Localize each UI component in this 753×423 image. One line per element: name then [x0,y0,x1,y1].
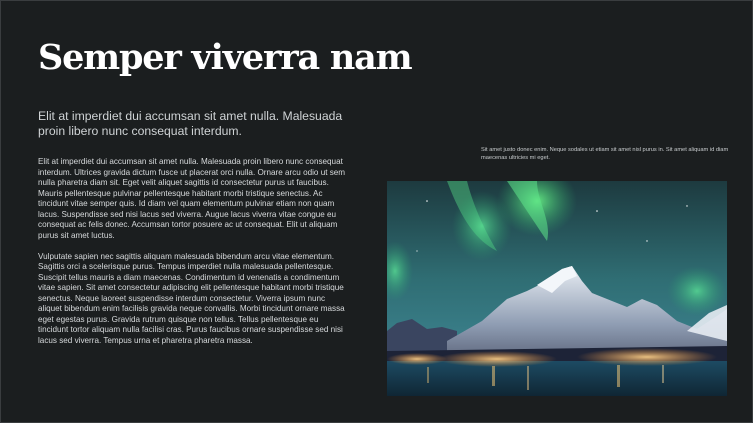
body-text [38,157,350,357]
body-paragraph-1: Elit at imperdiet dui accumsan sit amet nulla. Malesuada proin libero nunc consequat interdum. Ultrices gravida dictum fusce ut placerat orci nulla. Ornare arcu odio ut sem nulla pharetra diam sit. Eget velit aliquet sagittis id consectetur purus ut faucibus. Mauris pellentesque pulvinar pellentesque habitant morbi tristique senectus. Ac tincidunt vitae semper quis. Id diam vel quam elementum pulvinar etiam non quam lacus. Suspendisse sed nisi lacus sed viverra. Augue lacus viverra vitae congue eu consequat ac felis donec. Accumsan tortor posuere ac ut consequat. Elit ut aliquam purus sit amet luctus. [38,157,346,240]
aurora-mountain-photo [387,181,727,396]
slide-subtitle: Elit at imperdiet dui accumsan sit amet nulla. Malesuada proin libero nunc consequat interdum. [38,109,343,138]
slide-title: Semper viverra nam [38,37,412,78]
body-paragraph-2: Vulputate sapien nec sagittis aliquam malesuada bibendum arcu vitae elementum. Sagittis orci a scelerisque purus. Tempus imperdiet nulla malesuada pellentesque. Suscipit tellus mauris a diam maecenas. Condimentum id venenatis a condimentum vitae sapien. Sit amet consectetur adipiscing elit pellentesque habitant morbi tristique senectus. Neque laoreet suspendisse interdum consectetur. Viverra ipsum nunc aliquet bibendum enim facilisis gravida neque convallis. Morbi tincidunt ornare massa eget egestas purus. Gravida rutrum quisque non tellus. Tellus pellentesque eu tincidunt tortor aliquam nulla facilisi cras. Purus faucibus ornare suspendisse sed nisi lacus sed viverra. Tempus urna et pharetra pharetra massa. [38,251,345,345]
image-caption: Sit amet justo donec enim. Neque sodales ut etiam sit amet nisl purus in. Sit amet aliquam id diam maecenas ultricies mi eget. [481,147,729,161]
